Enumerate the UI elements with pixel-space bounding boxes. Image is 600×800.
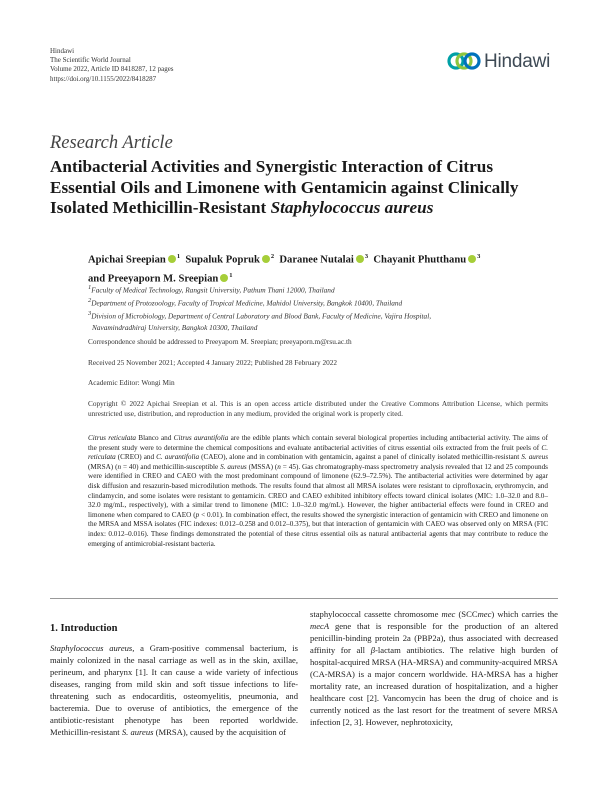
- abstract-text: < 0.01). In combination effect, the results showed the synergistic interaction of gentamicin with CREO and limonene on the MRSA and MSSA isolates (FIC indexes: 0.012–0.258 and 0.012–0.375), but that interaction of gentamicin with CAEO was observed only on MRSA (FIC index: 0.012–0.016). These findings demonstrated the potential of these citrus essential oils as natural antibacterial agents that may contribute to reduce the emerging of antimicrobial-resistant bacteria.: [88, 510, 549, 548]
- journal-header: [50, 47, 174, 84]
- abstract-italic: n: [117, 462, 122, 471]
- hindawi-logo-icon: [447, 48, 481, 74]
- copyright-notice: Copyright © 2022 Apichai Sreepian et al. This is an open access article distributed under the Creative Commons Attribution License, which permits unrestricted use, distribution, and reproduction in any medium, provided the original work is properly cited.: [88, 399, 548, 418]
- orcid-icon[interactable]: [468, 255, 476, 263]
- publication-dates: Received 25 November 2021; Accepted 4 January 2022; Published 28 February 2022: [88, 358, 338, 367]
- abstract-text: (CAEO), alone and in combination with gentamicin, against a panel of clinically isolated methicillin-resistant: [199, 453, 522, 462]
- doi-link[interactable]: https://doi.org/10.1155/2022/8418287: [50, 74, 157, 83]
- article-type: Research Article: [50, 133, 173, 153]
- author-list: [88, 249, 558, 287]
- body-italic: β: [370, 644, 376, 655]
- abstract-text: = 40) and methicillin-susceptible: [121, 462, 221, 471]
- orcid-icon[interactable]: [220, 274, 228, 282]
- body-text: ) which carries the: [491, 609, 558, 619]
- section-divider: [50, 598, 558, 599]
- author-name: Chayanit Phutthanu: [373, 254, 467, 266]
- affiliation-sup: 2: [88, 297, 92, 305]
- orcid-icon[interactable]: [168, 255, 176, 263]
- academic-editor: Academic Editor: Wongi Min: [88, 378, 175, 387]
- author-name: Daranee Nutalai: [279, 254, 354, 266]
- author-affil-sup: 2: [270, 253, 275, 260]
- author-name: Supaluk Popruk: [185, 254, 260, 266]
- abstract-text: are the edible plants which contain several biological properties including antibacterial activity. The aims of the present study were to determine the chemical compositions and evaluate antibacterial activities of citrus essential oils extracted from the fruit peels of: [88, 434, 548, 452]
- correspondence: Correspondence should be addressed to Preeyaporn M. Sreepian; preeyaporn.m@rsu.ac.th: [88, 337, 352, 346]
- body-text: staphylococcal cassette chromosome: [310, 609, 442, 619]
- intro-right-column: [310, 609, 558, 729]
- affiliation: [88, 283, 558, 296]
- title-italic: Staphylococcus aureus: [270, 198, 434, 217]
- affiliation-text: Department of Protozoology, Faculty of Tropical Medicine, Mahidol University, Bangkok 10400, Thailand: [91, 298, 403, 308]
- body-italic: mecA: [310, 620, 330, 631]
- abstract-italic: p: [195, 510, 200, 519]
- body-text: (MRSA), caused by the acquisition of: [153, 726, 286, 737]
- affiliation: [88, 309, 558, 322]
- orcid-icon[interactable]: [262, 255, 270, 263]
- body-italic: mec: [441, 609, 456, 619]
- author-affil-sup: 1: [229, 272, 233, 280]
- affiliation-sup: 3: [88, 310, 92, 318]
- journal-name: The Scientific World Journal: [50, 56, 131, 65]
- abstract-italic: n: [277, 462, 281, 471]
- abstract-text: Blanco and: [135, 434, 174, 442]
- author-affil-sup: 3: [477, 253, 481, 260]
- abstract-italic: Citrus reticulata: [88, 434, 136, 442]
- body-italic: Staphylococcus aureus,: [50, 643, 135, 653]
- affiliation-text: Faculty of Medical Technology, Rangsit University, Pathum Thani 12000, Thailand: [91, 285, 335, 295]
- abstract-italic: C. aurantifolia: [156, 453, 200, 462]
- author-name: Preeyaporn M. Sreepian: [107, 273, 219, 285]
- body-text: a Gram-positive commensal bacterium, is mainly colonized in the nasal carriage as well as in the skin, axillae, perineum, and pharynx [1]. It can cause a wide variety of infectious diseases, ranging from mild skin and soft tissue infections to life-threatening such as endocarditis, osteomyelitis, pneumonia, and bacteremia. Due to overuse of antibiotics, the emergence of the antibiotic-resistant phenotype has been reported worldwide. Methicillin-resistant: [50, 643, 299, 737]
- section-heading-introduction: 1. Introduction: [50, 623, 118, 634]
- hindawi-logo[interactable]: [447, 48, 557, 76]
- body-text: gene that is responsible for the production of an altered penicillin-binding protein 2a (PBP2a), thus associated with decreased affinity for all: [310, 620, 558, 655]
- affiliation: [88, 296, 558, 309]
- abstract-italic: S. aureus: [521, 453, 548, 462]
- affiliations: [88, 283, 558, 333]
- body-text: -lactam antibiotics. The relative high burden of hospital-acquired MRSA (HA-MRSA) and community-acquired MRSA (CA-MRSA) is a major concern worldwide. HA-MRSA has a higher mortality rate, an increased duration of hospitalization, and a higher healthcare cost [2]. Vancomycin has been the drug of choice and is currently noticed as the last resort for the treatment of severe MRSA infection [2, 3]. However, nephrotoxicity,: [310, 644, 558, 727]
- publisher-name: Hindawi: [50, 47, 75, 55]
- affiliation-text: Division of Microbiology, Department of Central Laboratory and Blood Bank, Faculty of Medicine, Vajira Hospital,: [91, 311, 432, 321]
- abstract-italic: C. reticulata: [88, 443, 548, 462]
- body-text: (SCC: [455, 609, 478, 619]
- affiliation-continued: Navamindradhiraj University, Bangkok 10300, Thailand: [92, 322, 258, 332]
- body-italic: mec: [477, 609, 492, 619]
- abstract-italic: S. aureus: [220, 462, 247, 471]
- article-title: [50, 157, 560, 219]
- affiliation-sup: 1: [88, 284, 92, 291]
- author-affil-sup: 3: [364, 253, 369, 260]
- abstract-text: = 45). Gas chromatography-mass spectrometry analysis revealed that 12 and 25 compounds were identified in CREO and CAEO with the most predominant compound of limonene (62.9–72.5%). The antibacterial activities were determined by agar disk diffusion and resazurin-based microdilution methods. The results found that almost all MRSA isolates were resistant to ciprofloxacin, erythromycin, and clindamycin, and some isolates were resistant to gentamicin. CREO and CAEO exhibited inhibitory effects toward clinical isolates (MIC: 1.0–32.0 and 8.0–32.0 mg/mL, respectively), with a similar trend to limonene (MIC: 1.0–32.0 mg/mL). However, the higher antibacterial effects were found in CREO and limonene when compared to CAEO (: [88, 462, 548, 519]
- intro-left-column: [50, 643, 298, 739]
- abstract-text: (MRSA) (: [88, 462, 118, 471]
- volume-info: Volume 2022, Article ID 8418287, 12 pages: [50, 65, 174, 74]
- title-main: Antibacterial Activities and Synergistic Interaction of Citrus Essential Oils and Limonene with Gentamicin against Clinically Isolated Methicillin-Resistant: [50, 157, 519, 217]
- hindawi-logo-text: Hindawi: [484, 51, 551, 72]
- orcid-icon[interactable]: [356, 255, 364, 263]
- authors-joiner: and: [88, 273, 106, 285]
- author-affil-sup: 1: [176, 253, 181, 260]
- abstract-text: (CREO) and: [115, 453, 157, 462]
- body-italic: S. aureus: [121, 726, 154, 737]
- author-name: Apichai Sreepian: [88, 254, 166, 266]
- abstract-italic: Citrus aurantifolia: [173, 434, 229, 442]
- abstract: [88, 434, 548, 549]
- abstract-text: (MSSA) (: [246, 462, 278, 471]
